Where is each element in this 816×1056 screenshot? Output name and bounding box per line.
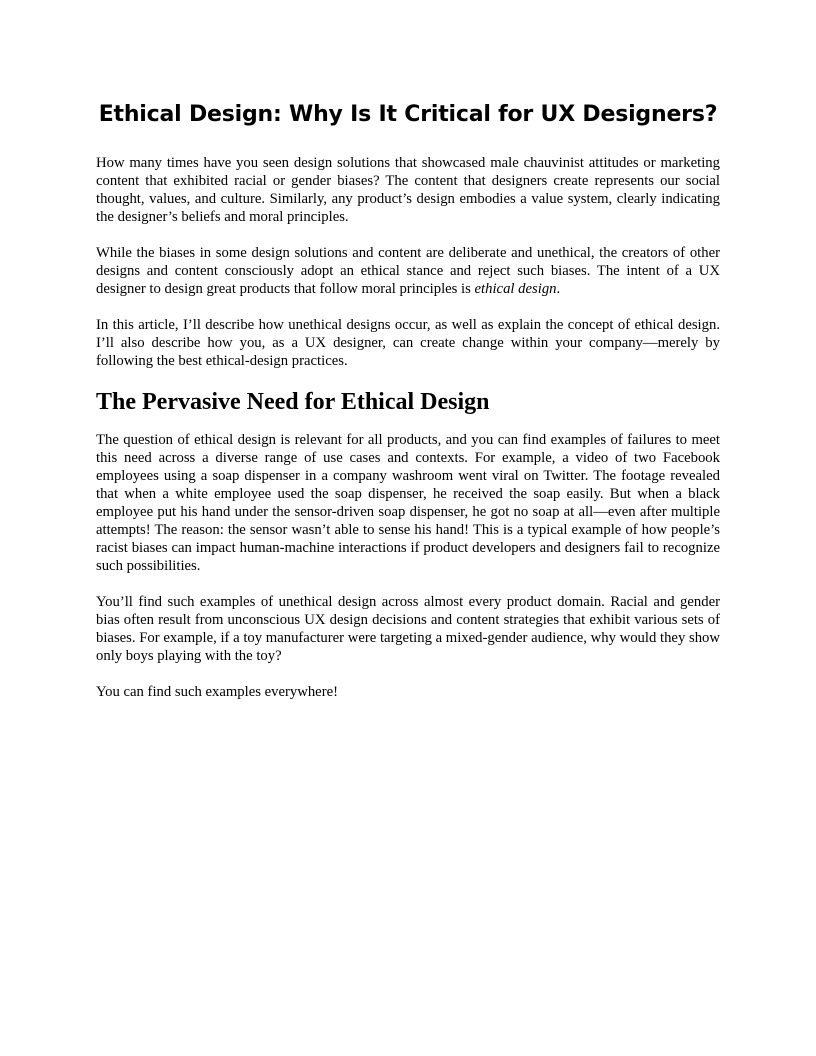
intro-paragraph-2 [96,244,720,298]
document-page [96,96,720,719]
intro-paragraph-3: In this article, I’ll describe how unethical designs occur, as well as explain the concept of ethical design. I’ll also describe how you, as a UX designer, can create change within your company—merely by following the best ethical-design practices. [96,317,720,370]
section-paragraph-1: The question of ethical design is relevant for all products, and you can find examples of failures to meet this need across a diverse range of use cases and contexts. For example, a video of two Facebook employees using a soap dispenser in a company washroom went viral on Twitter. The footage revealed that when a white employee used the soap dispenser, he received the soap easily. But when a black employee put his hand under the sensor-driven soap dispenser, he got no soap at all—even after multiple attempts! The reason: the sensor wasn’t able to sense his hand! This is a typical example of how people’s racist biases can impact human-machine interactions if product developers and designers fail to recognize such possibilities. [96,432,720,575]
ethical-design-emphasis: ethical design [474,281,557,298]
document-title: Ethical Design: Why Is It Critical for UX Designers? [98,102,718,127]
intro-paragraph-1: How many times have you seen design solutions that showcased male chauvinist attitudes or marketing content that exhibited racial or gender biases? The content that designers create represents our social thought, values, and culture. Similarly, any product’s design embodies a value system, clearly indicating the designer’s beliefs and moral principles. [96,155,720,226]
intro-paragraph-2-text: While the biases in some design solutions and content are deliberate and unethical, the creators of other designs and content consciously adopt an ethical stance and reject such biases. The intent of a UX designer to design great products that follow moral principles is [96,245,720,298]
section-paragraph-2: You’ll find such examples of unethical design across almost every product domain. Racial and gender bias often result from unconscious UX design decisions and content strategies that exhibit various sets of biases. For example, if a toy manufacturer were targeting a mixed-gender audience, why would they show only boys playing with the toy? [96,594,720,665]
section-paragraph-3: You can find such examples everywhere! [96,684,338,701]
section-heading: The Pervasive Need for Ethical Design [96,389,490,416]
intro-paragraph-2-end: . [556,281,561,298]
